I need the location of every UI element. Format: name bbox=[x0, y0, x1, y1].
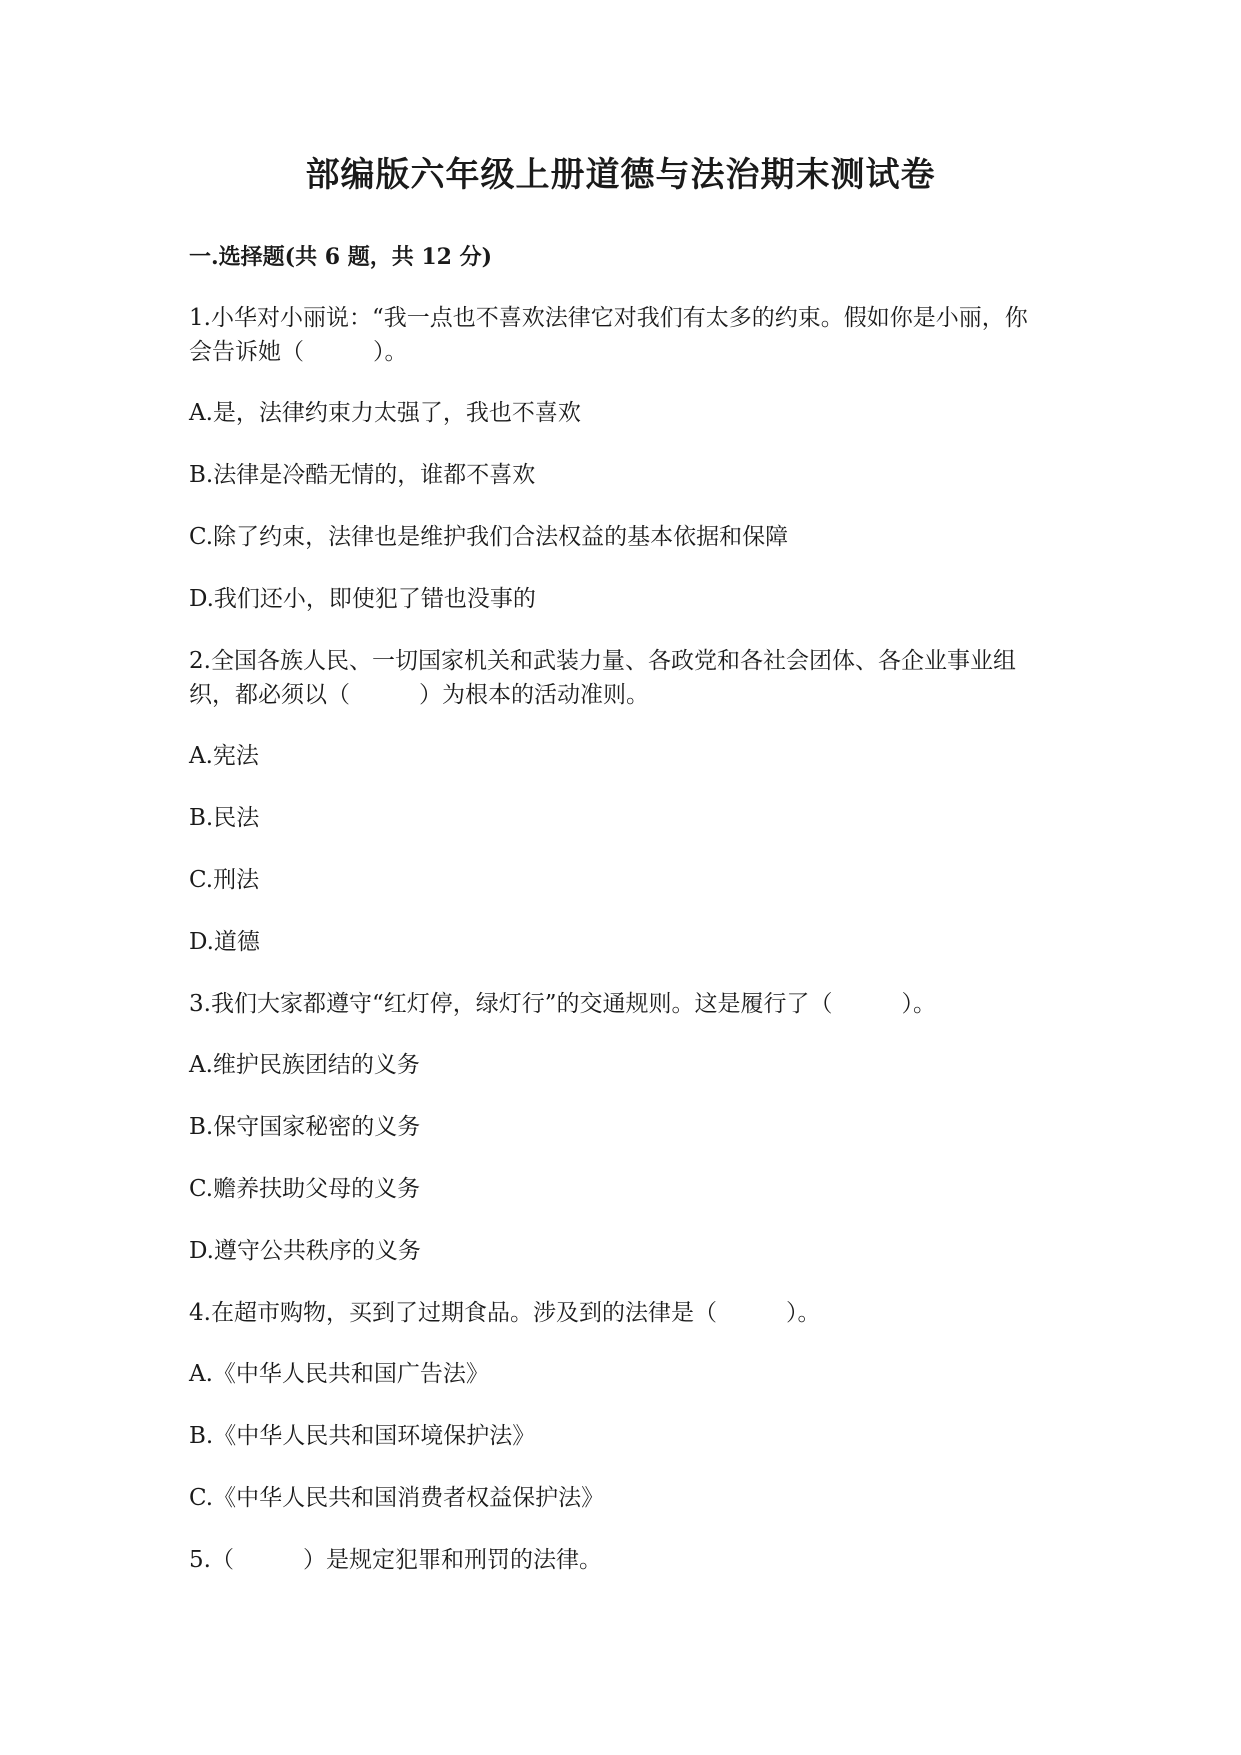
option-c: C.赡养扶助父母的义务 bbox=[189, 1176, 421, 1202]
option-a: A.是，法律约束力太强了，我也不喜欢 bbox=[189, 400, 581, 426]
option-b: B.法律是冷酷无情的，谁都不喜欢 bbox=[189, 462, 536, 488]
option-a: A.宪法 bbox=[189, 743, 259, 769]
option-b: B.民法 bbox=[189, 805, 260, 831]
option-b: B.保守国家秘密的义务 bbox=[189, 1114, 421, 1140]
option-b: B.《中华人民共和国环境保护法》 bbox=[189, 1423, 536, 1449]
page-title: 部编版六年级上册道德与法治期末测试卷 bbox=[305, 155, 936, 195]
question-2 bbox=[189, 644, 1091, 959]
question-5 bbox=[189, 1543, 1091, 1577]
question-1 bbox=[189, 301, 1091, 616]
question-stem: 4.在超市购物，买到了过期食品。涉及到的法律是（ ）。 bbox=[189, 1300, 821, 1326]
option-a: A.《中华人民共和国广告法》 bbox=[189, 1361, 489, 1387]
section-heading: 一.选择题(共 6 题，共 12 分) bbox=[189, 244, 493, 270]
option-d: D.遵守公共秩序的义务 bbox=[189, 1238, 421, 1264]
question-stem: 2.全国各族人民、一切国家机关和武装力量、各政党和各社会团体、各企业事业组织，都必须以（ ）为根本的活动准则。 bbox=[189, 648, 1016, 708]
option-d: D.道德 bbox=[189, 929, 260, 955]
question-stem: 1.小华对小丽说：“我一点也不喜欢法律它对我们有太多的约束。假如你是小丽，你会告诉她（ ）。 bbox=[189, 305, 1028, 365]
option-c: C.《中华人民共和国消费者权益保护法》 bbox=[189, 1485, 605, 1511]
question-stem: 5.（ ）是规定犯罪和刑罚的法律。 bbox=[189, 1547, 602, 1573]
option-a: A.维护民族团结的义务 bbox=[189, 1052, 420, 1078]
option-c: C.刑法 bbox=[189, 867, 260, 893]
question-4 bbox=[189, 1296, 1091, 1515]
option-c: C.除了约束，法律也是维护我们合法权益的基本依据和保障 bbox=[189, 524, 789, 550]
question-3 bbox=[189, 987, 1091, 1268]
option-d: D.我们还小，即使犯了错也没事的 bbox=[189, 586, 536, 612]
question-stem: 3.我们大家都遵守“红灯停，绿灯行”的交通规则。这是履行了（ ）。 bbox=[189, 991, 936, 1017]
